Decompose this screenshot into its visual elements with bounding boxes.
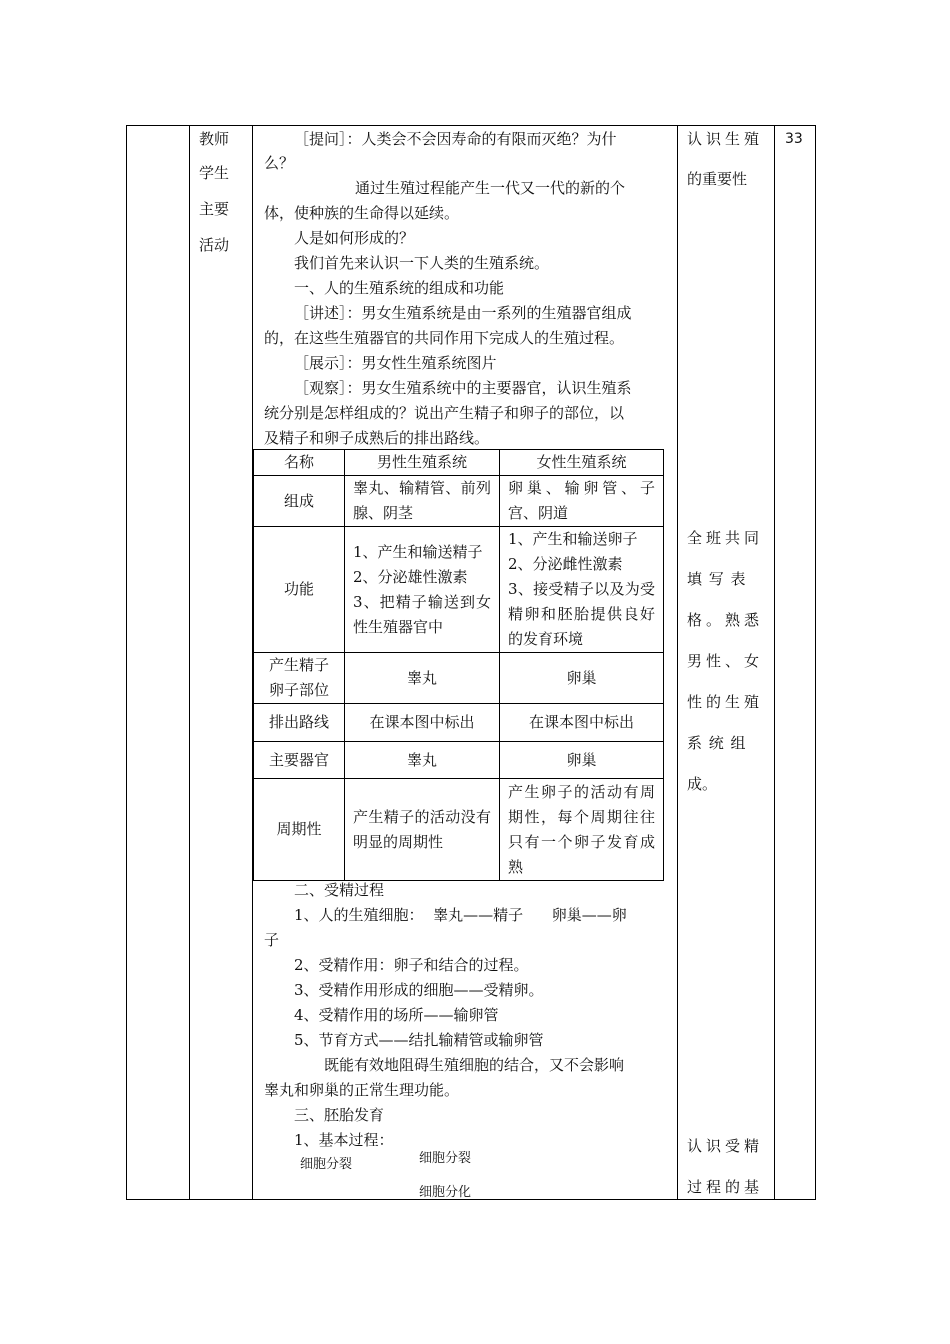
note-line: 过程的基 <box>687 1178 764 1196</box>
diagram-label: 细胞分裂 <box>300 1157 353 1172</box>
female-cell: 产生卵子的活动有周期性，每个周期往往只有一个卵子发育成熟 <box>500 779 664 881</box>
male-cell: 睾丸、输精管、前列腺、阴茎 <box>345 476 500 527</box>
table-row <box>254 779 664 881</box>
text-line: 1、基本过程： <box>294 1131 394 1149</box>
note-line: 认识受精 <box>687 1137 764 1155</box>
note-line: 系 统 组 <box>687 734 747 752</box>
female-cell: 1、产生和输送卵子 2、分泌雌性激素 3、接受精子以及为受精卵和胚胎提供良好的发育环境 <box>500 527 664 653</box>
female-cell: 在课本图中标出 <box>500 704 664 742</box>
section-heading: 二、受精过程 <box>294 881 385 899</box>
text-line: 4、受精作用的场所——输卵管 <box>294 1006 499 1024</box>
note-line: 男性、女 <box>687 652 764 670</box>
question-line: ［提问］：人类会不会因寿命的有限而灭绝？为什 <box>294 130 617 148</box>
text-line: 5、节育方式——结扎输精管或输卵管 <box>294 1031 544 1049</box>
column-divider <box>189 125 190 1200</box>
male-cell: 产生精子的活动没有明显的周期性 <box>345 779 500 881</box>
male-cell: 1、产生和输送精子 2、分泌雄性激素 3、把精子输送到女性生殖器官中 <box>345 527 500 653</box>
row-label: 周期性 <box>254 779 345 881</box>
table-row <box>254 742 664 779</box>
table-header: 女性生殖系统 <box>500 450 664 476</box>
note-line: 填 写 表 <box>687 570 747 588</box>
note-line: 性的生殖 <box>687 693 764 711</box>
column-divider <box>677 125 678 1200</box>
display-line: ［展示］：男女性生殖系统图片 <box>294 354 497 372</box>
table-header: 名称 <box>254 450 345 476</box>
row-label: 功能 <box>254 527 345 653</box>
observe-line: 及精子和卵子成熟后的排出路线。 <box>264 429 490 447</box>
header-label: 教师 <box>199 130 230 148</box>
table-row <box>254 704 664 742</box>
note-line: 认识生殖 <box>687 130 764 148</box>
diagram-label: 细胞分化 <box>419 1185 472 1200</box>
table-row <box>254 653 664 704</box>
note-line: 的重要性 <box>687 170 748 188</box>
observe-line: 统分别是怎样组成的？说出产生精子和卵子的部位，以 <box>264 404 625 422</box>
lecture-line: ［讲述］：男女生殖系统是由一系列的生殖器官组成 <box>294 304 632 322</box>
male-cell: 在课本图中标出 <box>345 704 500 742</box>
text-line: 1、人的生殖细胞： 睾丸——精子 卵巢——卵 <box>294 906 627 924</box>
female-cell: 卵巢、输卵管、子宫、阴道 <box>500 476 664 527</box>
table-row <box>254 527 664 653</box>
diagram-label: 细胞分裂 <box>419 1151 472 1166</box>
header-label: 学生 <box>199 164 230 182</box>
text-line: 2、受精作用：卵子和结合的过程。 <box>294 956 529 974</box>
row-label: 产生精子卵子部位 <box>254 653 345 704</box>
text-line: 3、受精作用形成的细胞——受精卵。 <box>294 981 544 999</box>
text-line: 人是如何形成的？ <box>294 229 415 247</box>
header-label: 主要 <box>199 200 230 218</box>
row-label: 排出路线 <box>254 704 345 742</box>
row-label: 主要器官 <box>254 742 345 779</box>
text-line: 既能有效地阻碍生殖细胞的结合，又不会影响 <box>324 1056 625 1074</box>
observe-line: ［观察］：男女生殖系统中的主要器官，认识生殖系 <box>294 379 632 397</box>
text-line: 子 <box>264 931 280 949</box>
male-cell: 睾丸 <box>345 742 500 779</box>
text-line: 睾丸和卵巢的正常生理功能。 <box>264 1081 460 1099</box>
note-line: 格。熟悉 <box>687 611 764 629</box>
table-row <box>254 476 664 527</box>
table-header-row <box>254 450 664 476</box>
table-header: 男性生殖系统 <box>345 450 500 476</box>
column-divider <box>774 125 775 1200</box>
question-line: 么？ <box>264 154 295 172</box>
page-number: 33 <box>785 131 803 147</box>
lecture-line: 的，在这些生殖器官的共同作用下完成人的生殖过程。 <box>264 329 625 347</box>
row-label: 组成 <box>254 476 345 527</box>
reproductive-system-table <box>253 449 664 881</box>
female-cell: 卵巢 <box>500 653 664 704</box>
text-line: 我们首先来认识一下人类的生殖系统。 <box>294 254 550 272</box>
answer-line: 体，使种族的生命得以延续。 <box>264 204 460 222</box>
note-line: 全班共同 <box>687 529 764 547</box>
section-heading: 三、胚胎发育 <box>294 1106 385 1124</box>
female-cell: 卵巢 <box>500 742 664 779</box>
note-line: 成。 <box>687 775 718 793</box>
answer-line: 通过生殖过程能产生一代又一代的新的个 <box>355 179 626 197</box>
male-cell: 睾丸 <box>345 653 500 704</box>
section-heading: 一、人的生殖系统的组成和功能 <box>294 279 505 297</box>
header-label: 活动 <box>199 236 230 254</box>
